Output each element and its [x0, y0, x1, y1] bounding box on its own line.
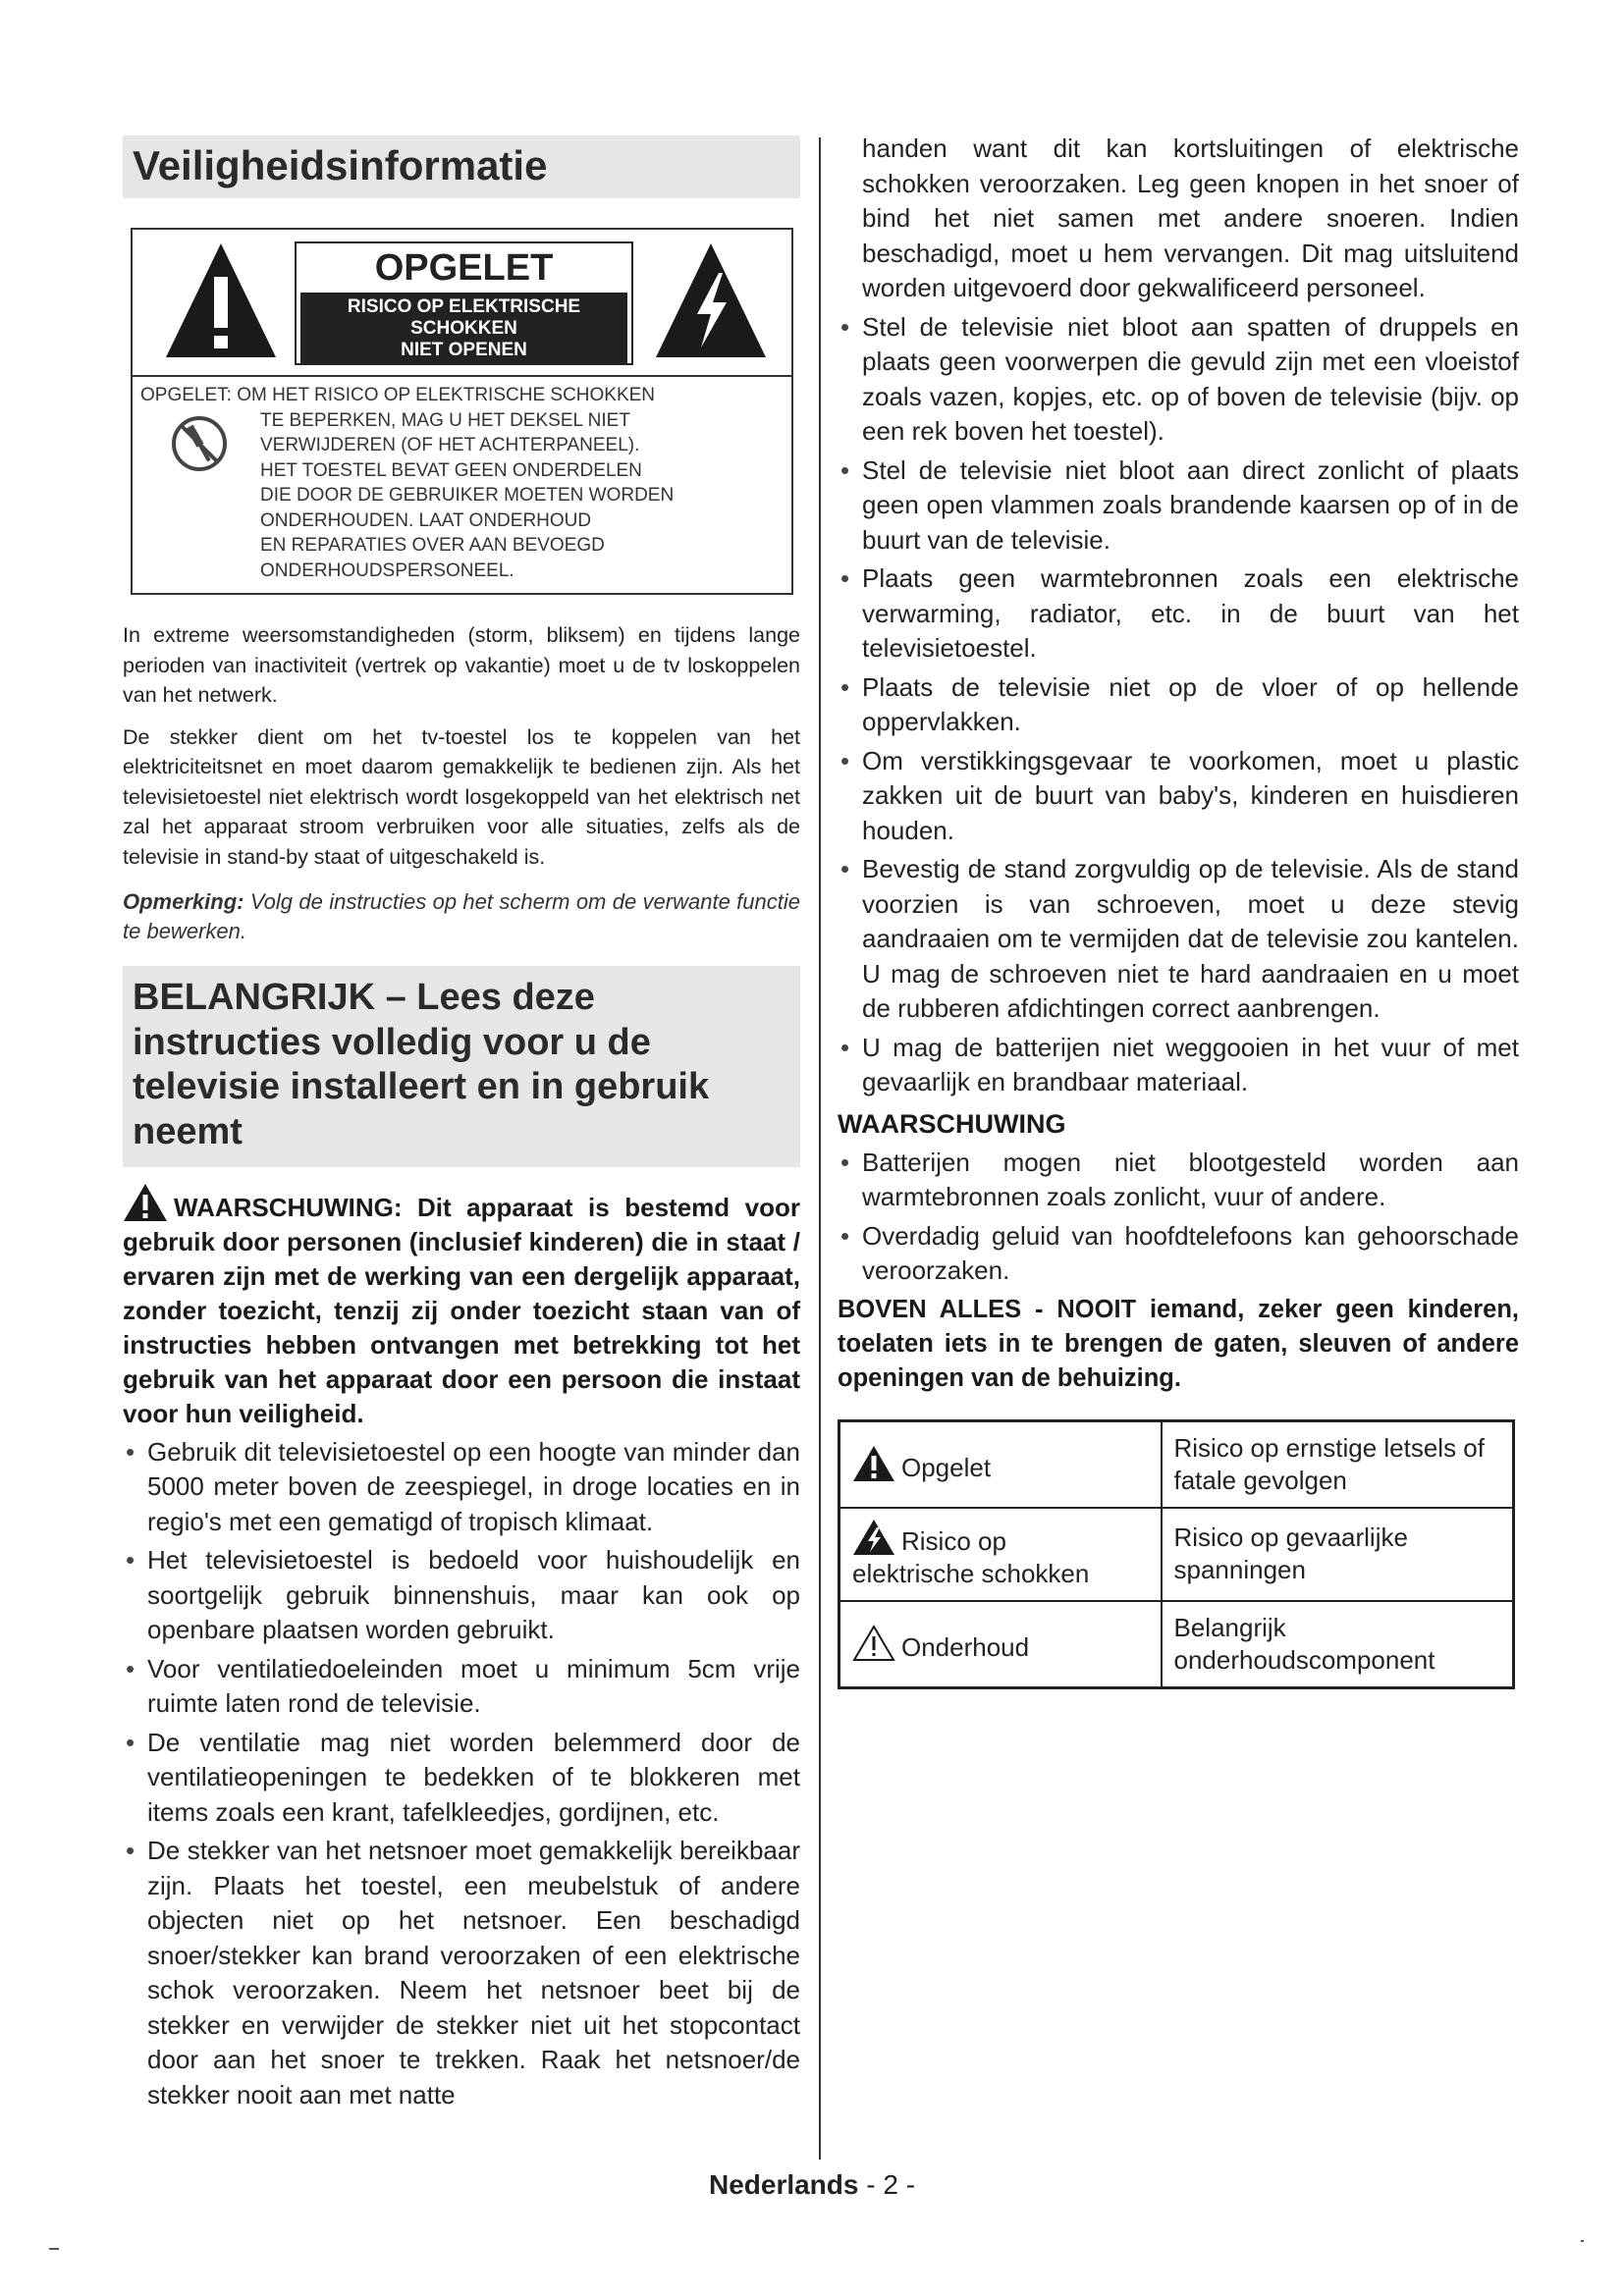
- column-divider: [819, 137, 821, 2160]
- caution-line: HET TOESTEL BEVAT GEEN ONDERDELEN: [260, 459, 642, 481]
- description-cell: Risico op gevaarlijke spanningen: [1162, 1508, 1514, 1601]
- note-text: Volg de instructies op het scherm om de verwante functie te bewerken.: [123, 889, 800, 944]
- list-item: • Voor ventilatiedoeleinden moet u minimum 5cm vrije ruimte laten rond de televisie.: [123, 1652, 800, 1722]
- list-item: • Gebruik dit televisietoestel op een hoogte van minder dan 5000 meter boven de zeespiegel, in droge locaties en in regio's met een gematigd of tropisch klimaat.: [123, 1435, 800, 1540]
- plug-paragraph: De stekker dient om het tv-toestel los te koppelen van het elektriciteitsnet en moet daarom gemakkelijk te bedienen zijn. Als het televisietoestel niet elektrisch wordt losgekoppeld van het elektrisch net zal het apparaat stroom verbruiken voor alle situaties, zelfs als de televisie in stand-by staat of uitgeschakeld is.: [123, 724, 800, 869]
- list-item: • Om verstikkingsgevaar te voorkomen, moet u plastic zakken uit de buurt van baby's, kinderen en huisdieren houden.: [838, 744, 1519, 849]
- list-item: • Bevestig de stand zorgvuldig op de televisie. Als de stand voorzien is van schroeven, moet u deze stevig aandraaien om te vermijden dat de televisie zou kantelen. U mag de schroeven niet te hard aandraaien en u moet de rubberen afdichtingen correct aanbrengen.: [838, 852, 1519, 1027]
- above-all-paragraph: BOVEN ALLES - NOOIT iemand, zeker geen kinderen, toelaten iets in te brengen de gaten, sleuven of andere openingen van de behuizing.: [838, 1295, 1519, 1392]
- symbol-cell: [839, 1508, 1162, 1601]
- symbol-label: Risico op: [901, 1525, 1006, 1556]
- page-footer: [0, 2169, 1624, 2201]
- lightning-warning-icon: [852, 1519, 895, 1556]
- outline-warning-icon: [852, 1625, 895, 1662]
- list-item: • De stekker van het netsnoer moet gemakkelijk bereikbaar zijn. Plaats het toestel, een meubelstuk of andere objecten niet op het netsnoer. Een beschadigd snoer/stekker kan brand veroorzaken of een elektrische schok veroorzaken. Neem het netsnoer beet bij de stekker en verwijder de stekker niet uit het stopcontact door aan het snoer te trekken. Raak het netsnoer/de stekker nooit aan met natte: [123, 1834, 800, 2112]
- caution-box: [131, 228, 793, 595]
- footer-language: Nederlands: [708, 2169, 859, 2200]
- warning-paragraph: [123, 1183, 800, 1431]
- list-item: • Plaats de televisie niet op de vloer of op hellende oppervlakken.: [838, 670, 1519, 740]
- exclamation-warning-icon: [162, 240, 280, 362]
- important-heading: [123, 966, 800, 1166]
- list-item: • U mag de batterijen niet weggooien in het vuur of met gevaarlijk en brandbaar materiaal.: [838, 1031, 1519, 1100]
- label-line: NIET OPENEN: [401, 340, 527, 361]
- warning-section-title: WAARSCHUWING: [838, 1108, 1066, 1139]
- symbol-cell: [839, 1420, 1162, 1508]
- footer-page-number: - 2 -: [858, 2169, 916, 2200]
- caution-text: [133, 377, 791, 593]
- list-item: • Stel de televisie niet bloot aan spatten of druppels en plaats geen voorwerpen die gevuld zijn met een vloeistof zoals vazen, kopjes, etc. op of boven de televisie (bijv. op een rek boven het toestel).: [838, 310, 1519, 450]
- symbol-table: [838, 1419, 1515, 1689]
- list-item: • Overdadig geluid van hoofdtelefoons kan gehoorschade veroorzaken.: [838, 1219, 1519, 1289]
- list-item: • Batterijen mogen niet blootgesteld worden aan warmtebronnen zoals zonlicht, vuur of andere.: [838, 1146, 1519, 1215]
- symbol-cell: [839, 1601, 1162, 1688]
- note: [123, 887, 800, 946]
- caution-line: ONDERHOUDEN. LAAT ONDERHOUD: [260, 509, 592, 531]
- table-row: [839, 1508, 1514, 1601]
- left-column: [123, 135, 800, 2112]
- scan-mark: [1581, 2240, 1584, 2242]
- caution-line: DIE DOOR DE GEBRUIKER MOETEN WORDEN: [260, 485, 675, 507]
- warning-text: WAARSCHUWING: Dit apparaat is bestemd voor gebruik door personen (inclusief kinderen) die in staat / ervaren zijn met de werking van een dergelijk apparaat, zonder toezicht, tenzij zij onder toezicht staan van of instructies hebben ontvangen met betrekking tot het gebruik van het apparaat door een persoon die instaat voor hun veiligheid.: [123, 1192, 800, 1428]
- caution-line: TE BEPERKEN, MAG U HET DEKSEL NIET: [260, 409, 630, 431]
- list-item: • Het televisietoestel is bedoeld voor huishoudelijk en soortgelijk gebruik binnenshuis, maar kan ook op openbare plaatsen worden gebruikt.: [123, 1543, 800, 1648]
- caution-line: VERWIJDEREN (OF HET ACHTERPANEEL).: [260, 435, 640, 456]
- list-item: • Plaats geen warmtebronnen zoals een elektrische verwarming, radiator, etc. in de buurt van het televisietoestel.: [838, 561, 1519, 667]
- caution-label: [295, 241, 633, 365]
- caution-label-title: OPGELET: [374, 247, 554, 290]
- table-row: [839, 1601, 1514, 1688]
- caution-label-subtitle: [300, 293, 627, 363]
- right-bullet-list: [838, 310, 1519, 1100]
- list-item: • De ventilatie mag niet worden belemmerd door de ventilatieopeningen te bedekken of te blokkeren met items zoals een krant, tafelkleedjes, gordijnen, etc.: [123, 1726, 800, 1831]
- safety-heading: [123, 135, 800, 198]
- warning-triangle-icon: [123, 1183, 168, 1222]
- weather-paragraph: In extreme weersomstandigheden (storm, bliksem) en tijdens lange perioden van inactiviteit (vertrek op vakantie) moet u de tv loskoppelen van het netwerk.: [123, 623, 800, 708]
- label-line: RISICO OP ELEKTRISCHE: [347, 296, 581, 318]
- safety-title: Veiligheidsinformatie: [133, 142, 548, 188]
- warning-bullet-list: [838, 1146, 1519, 1289]
- exclamation-warning-icon: [852, 1445, 895, 1482]
- important-title: BELANGRIJK – Lees deze instructies volledig voor u de televisie installeert en in gebruik neemt: [133, 977, 710, 1152]
- no-screwdriver-icon: [170, 414, 229, 473]
- caution-line: EN REPARATIES OVER AAN BEVOEGD: [260, 535, 605, 557]
- continuation-text: handen want dit kan kortsluitingen of elektrische schokken veroorzaken. Leg geen knopen in het snoer of bind het niet samen met andere snoeren. Indien beschadigd, moet u hem vervangen. Dit mag uitsluitend worden uitgevoerd door gekwalificeerd personeel.: [862, 133, 1519, 302]
- caution-line: ONDERHOUDSPERSONEEL.: [260, 560, 514, 581]
- caution-header: [133, 230, 791, 377]
- scan-mark: [49, 2248, 59, 2250]
- list-item: • Stel de televisie niet bloot aan direct zonlicht of plaats geen open vlammen zoals brandende kaarsen op of in de buurt van de televisie.: [838, 454, 1519, 559]
- label-line: SCHOKKEN: [410, 318, 517, 340]
- symbol-label: Onderhoud: [901, 1631, 1030, 1662]
- symbol-label: Opgelet: [901, 1452, 992, 1482]
- table-row: [839, 1420, 1514, 1508]
- left-bullet-list: [123, 1435, 800, 2113]
- description-cell: Risico op ernstige letsels of fatale gevolgen: [1162, 1420, 1514, 1508]
- note-label: Opmerking:: [123, 889, 244, 915]
- caution-first-line: OPGELET: OM HET RISICO OP ELEKTRISCHE SCHOKKEN: [140, 385, 656, 406]
- description-cell: Belangrijk onderhoudscomponent: [1162, 1601, 1514, 1688]
- symbol-label: elektrische schokken: [852, 1558, 1090, 1588]
- right-column: [838, 132, 1519, 1689]
- lightning-warning-icon: [652, 240, 770, 362]
